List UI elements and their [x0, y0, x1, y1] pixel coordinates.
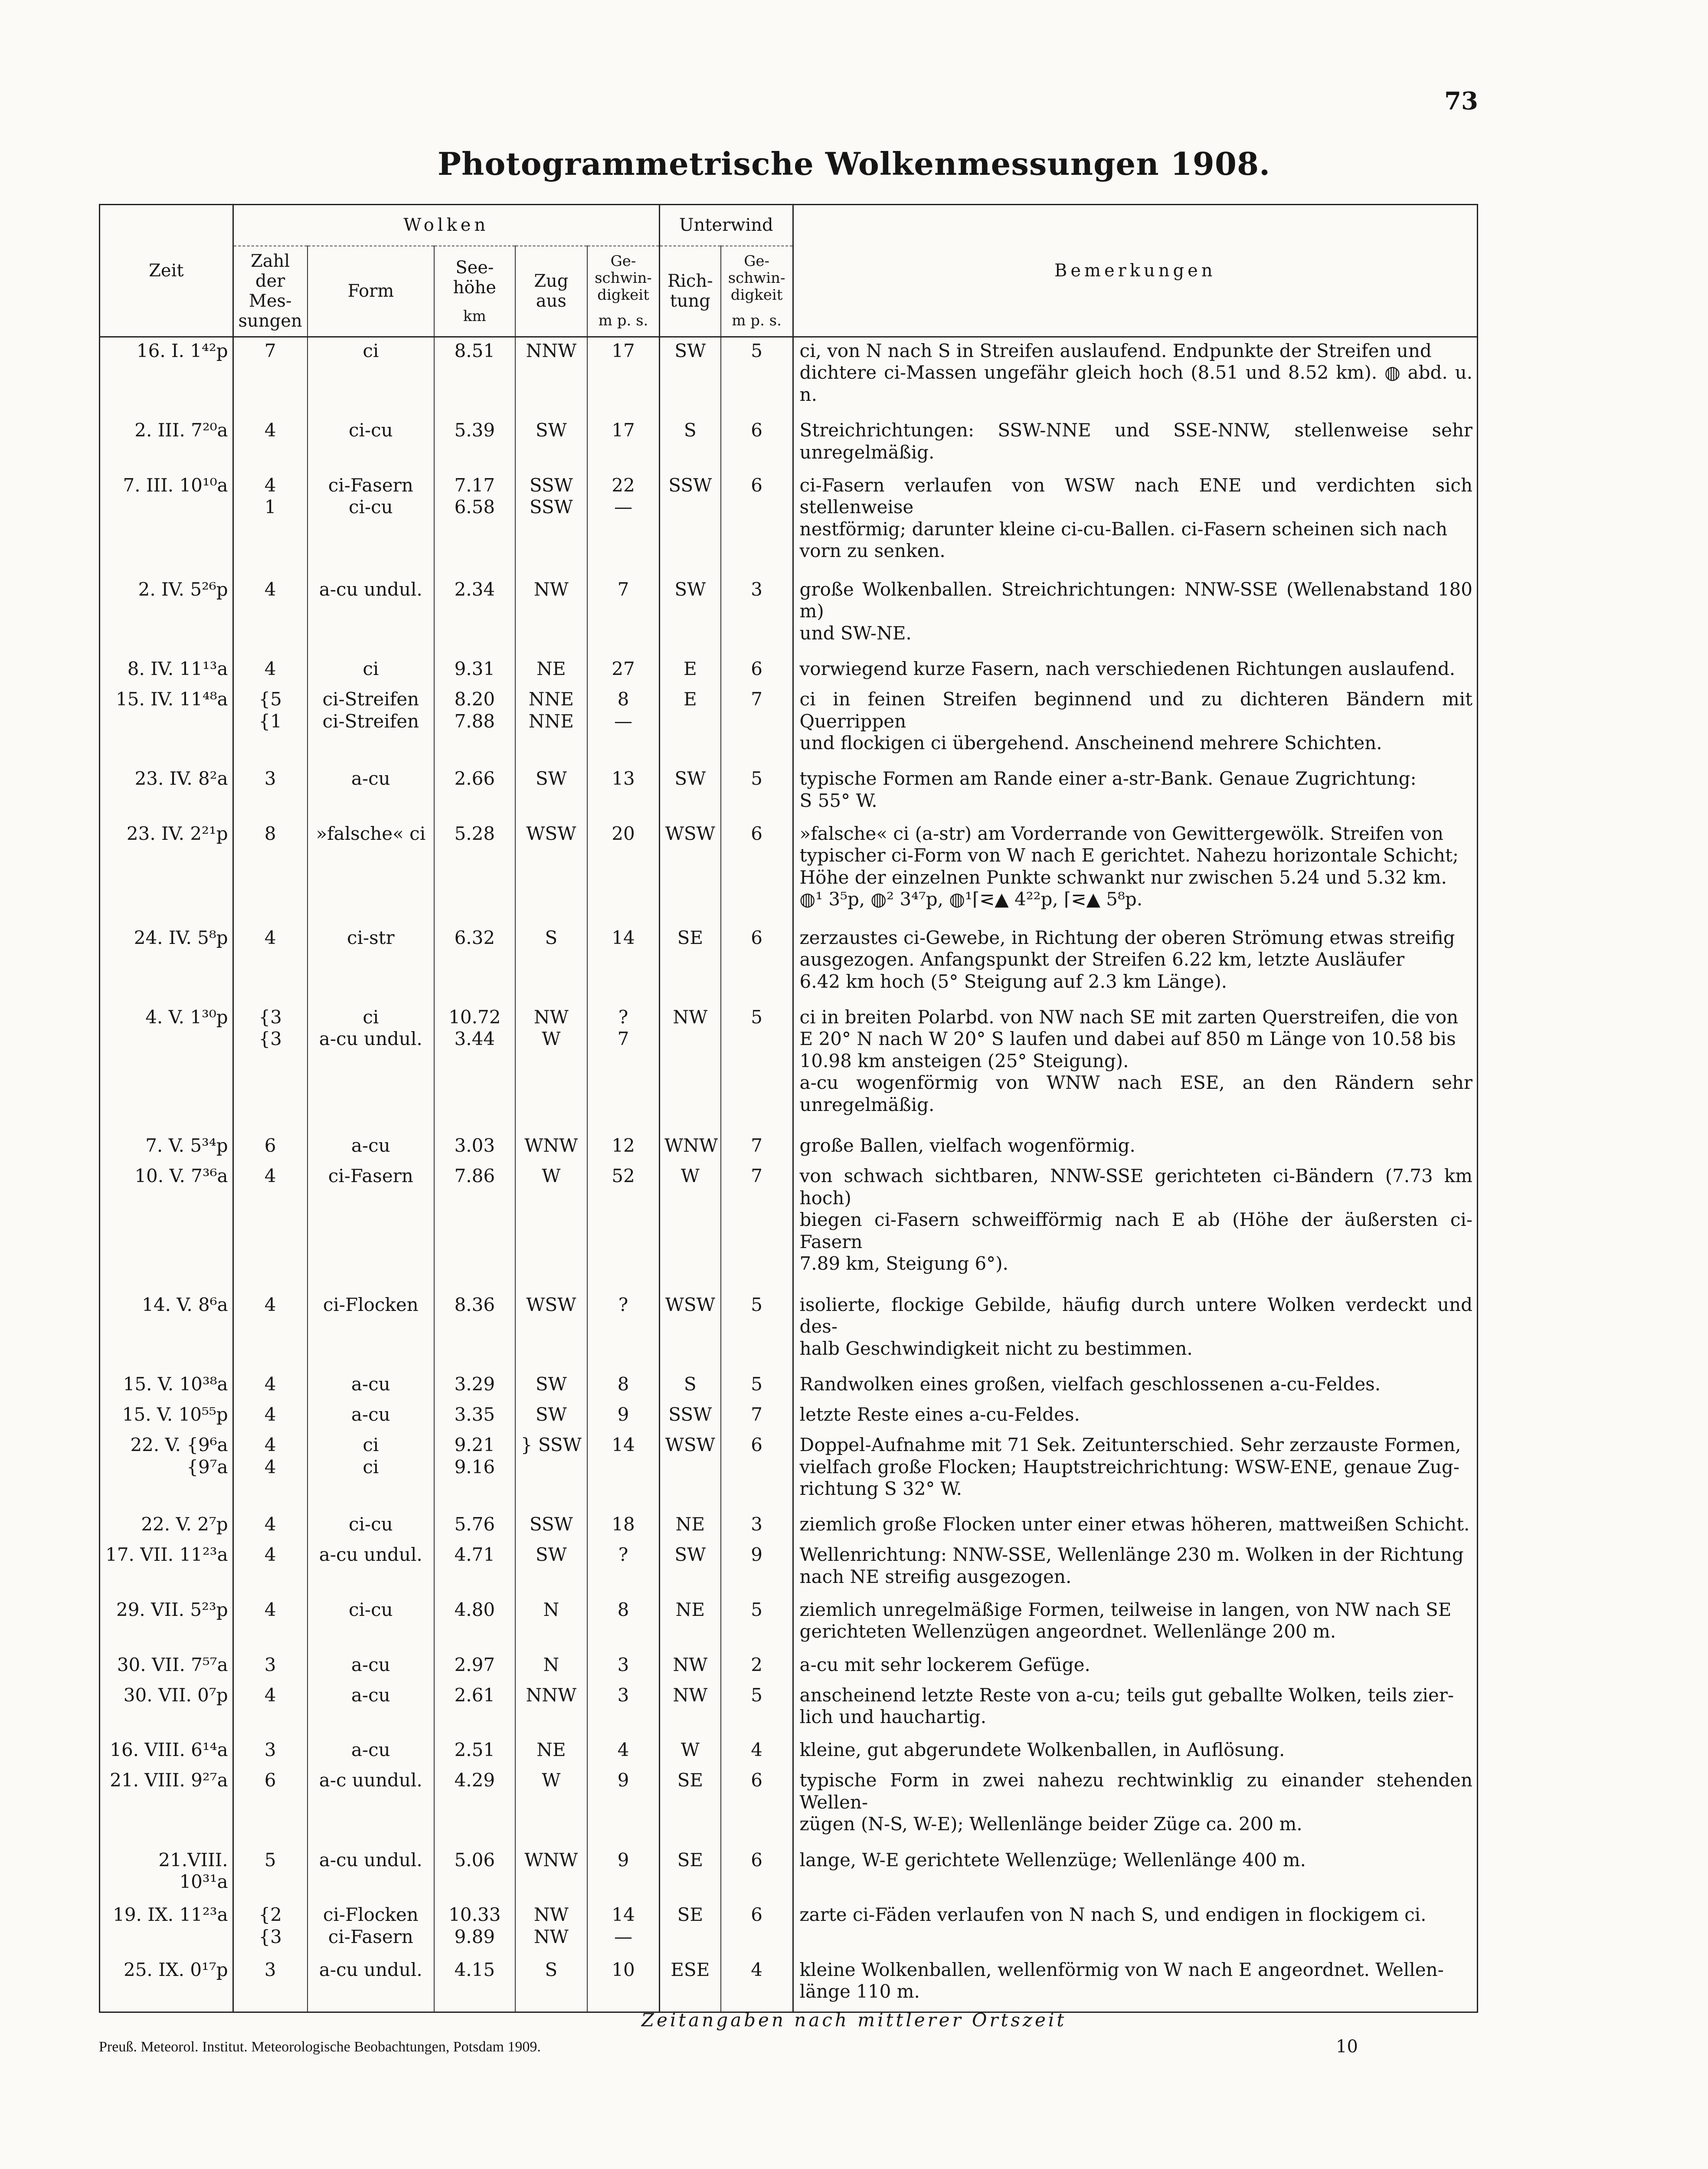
cell-geschwindigkeit-unterwind: 3 — [721, 576, 793, 655]
table-row — [100, 1371, 1478, 1401]
cell-geschwindigkeit: 27 — [587, 655, 659, 686]
cell-zeit: 21.VIII. 10³¹a — [158, 1849, 228, 1893]
cell-form: a-cu — [308, 1682, 434, 1737]
cell-richtung: NE — [659, 1511, 720, 1541]
cell-geschwindigkeit-unterwind: 4 — [721, 1956, 793, 2012]
cell-zahl: 5 — [233, 1847, 307, 1902]
cell-richtung: E — [659, 686, 720, 765]
cell-zug: NW NW — [515, 1901, 587, 1956]
cell-bemerkungen: a-cu mit sehr lockerem Gefüge. — [793, 1651, 1477, 1682]
cell-richtung: SW — [659, 1541, 720, 1596]
table-row — [100, 686, 1478, 765]
cell-bemerkungen: zerzaustes ci-Gewebe, in Richtung der oberen Strömung etwas streifig ausgezogen. Anfangspunkt der Streifen 6.22 km, letzte Ausläufer 6.42 km hoch (5° Steigung auf 2.3 km Länge). — [793, 924, 1477, 1004]
cell-bemerkungen: anscheinend letzte Reste von a-cu; teils gut geballte Wolken, teils zier- lich und hauchartig. — [793, 1682, 1477, 1737]
cell-geschwindigkeit-unterwind: 5 — [721, 1291, 793, 1371]
cell-bemerkungen: »falsche« ci (a-str) am Vorderrande von Gewittergewölk. Streifen von typischer ci-Form von W nach E gerichtet. Nahezu horizontale Schicht; Höhe der einzelnen Punkte schwankt nur zwischen 5.24 und 5.32 km. ◍¹ 3⁵p, ◍² 3⁴⁷p, ◍¹⌈⋜▲ 4²²p, ⌈⋜▲ 5⁸p. — [793, 820, 1477, 924]
cell-geschwindigkeit: 18 — [587, 1511, 659, 1541]
cell-zahl: 6 — [233, 1767, 307, 1846]
cell-hoehe: 7.17 6.58 — [434, 472, 515, 576]
cell-zahl: 4 1 — [233, 472, 307, 576]
cell-zug: SW — [515, 1541, 587, 1596]
cell-richtung: SSW — [659, 1401, 720, 1432]
cell-geschwindigkeit-unterwind: 6 — [721, 820, 793, 924]
cell-zeit: 7. V. 5³⁴p — [145, 1135, 228, 1157]
cell-geschwindigkeit: 12 — [587, 1132, 659, 1163]
cell-form: a-cu — [308, 1737, 434, 1767]
page-title: Photogrammetrische Wolkenmessungen 1908. — [437, 145, 1271, 182]
table-row — [100, 1291, 1478, 1371]
cell-geschwindigkeit: 17 — [587, 337, 659, 417]
cell-zahl: 4 — [233, 1511, 307, 1541]
cell-hoehe: 3.03 — [434, 1132, 515, 1163]
cell-form: ci-Fasern ci-cu — [308, 472, 434, 576]
cell-form: ci-cu — [308, 1596, 434, 1651]
cell-zug: WNW — [515, 1847, 587, 1902]
cell-geschwindigkeit-unterwind: 4 — [721, 1737, 793, 1767]
cell-form: a-cu undul. — [308, 1541, 434, 1596]
cell-zahl: 3 — [233, 765, 307, 820]
cell-zahl: 4 — [233, 1682, 307, 1737]
cell-geschwindigkeit: 8 — — [587, 686, 659, 765]
cell-bemerkungen: von schwach sichtbaren, NNW-SSE gerichteten ci-Bändern (7.73 km hoch) biegen ci-Fasern schweifförmig nach E ab (Höhe der äußersten ci-Fasern 7.89 km, Steigung 6°). — [793, 1163, 1477, 1291]
cell-richtung: WSW — [659, 1291, 720, 1371]
cell-richtung: W — [659, 1737, 720, 1767]
cell-hoehe: 3.29 — [434, 1371, 515, 1401]
cell-zeit: 16. VIII. 6¹⁴a — [110, 1739, 228, 1761]
cell-geschwindigkeit-unterwind: 2 — [721, 1651, 793, 1682]
cell-bemerkungen: zarte ci-Fäden verlaufen von N nach S, und endigen in flockigem ci. — [793, 1901, 1477, 1956]
cell-geschwindigkeit: ? — [587, 1541, 659, 1596]
cell-zeit: 24. IV. 5⁸p — [134, 927, 228, 948]
header-zahl: Zahl der Mes- sungen — [233, 246, 307, 337]
cell-geschwindigkeit: 3 — [587, 1651, 659, 1682]
cell-zahl: 4 — [233, 655, 307, 686]
cell-bemerkungen: ziemlich große Flocken unter einer etwas höheren, mattweißen Schicht. — [793, 1511, 1477, 1541]
cell-zug: N — [515, 1596, 587, 1651]
header-wolken: Wolken — [233, 205, 659, 246]
cell-zeit: 10. V. 7³⁶a — [134, 1165, 228, 1187]
cell-richtung: SE — [659, 1767, 720, 1846]
cell-geschwindigkeit: ? — [587, 1291, 659, 1371]
cell-bemerkungen: ci in feinen Streifen beginnend und zu dichteren Bändern mit Querrippen und flockigen ci übergehend. Anscheinend mehrere Schichten. — [793, 686, 1477, 765]
cell-geschwindigkeit: 4 — [587, 1737, 659, 1767]
cell-zeit: 2. III. 7²⁰a — [134, 419, 228, 441]
cell-zeit: 23. IV. 2²¹p — [126, 822, 228, 844]
cell-zeit: 15. V. 10⁵⁵p — [122, 1404, 228, 1425]
cell-zeit: 22. V. 2⁷p — [141, 1514, 228, 1535]
cell-geschwindigkeit-unterwind: 6 — [721, 472, 793, 576]
cell-richtung: WSW — [659, 1432, 720, 1511]
cloud-measurements-table — [99, 204, 1478, 2013]
cell-zahl: 4 — [233, 417, 307, 472]
cell-zahl: 3 — [233, 1956, 307, 2012]
table-row — [100, 1432, 1478, 1511]
table-row — [100, 337, 1478, 417]
cell-hoehe: 5.06 — [434, 1847, 515, 1902]
cell-richtung: SW — [659, 576, 720, 655]
cell-zahl: 7 — [233, 337, 307, 417]
cell-geschwindigkeit: 52 — [587, 1163, 659, 1291]
cell-bemerkungen: isolierte, flockige Gebilde, häufig durch untere Wolken verdeckt und des- halb Geschwindigkeit nicht zu bestimmen. — [793, 1291, 1477, 1371]
table-row — [100, 820, 1478, 924]
cell-richtung: ESE — [659, 1956, 720, 2012]
cell-geschwindigkeit-unterwind: 5 — [721, 1004, 793, 1132]
cell-geschwindigkeit: 9 — [587, 1767, 659, 1846]
cell-hoehe: 3.35 — [434, 1401, 515, 1432]
cell-bemerkungen: typische Formen am Rande einer a-str-Bank. Genaue Zugrichtung: S 55° W. — [793, 765, 1477, 820]
table-row — [100, 1956, 1478, 2012]
header-geschwindigkeit: Ge- schwin- digkeit m p. s. — [587, 246, 659, 337]
table-row — [100, 1901, 1478, 1956]
cell-hoehe: 5.28 — [434, 820, 515, 924]
cell-geschwindigkeit: 14 — [587, 1432, 659, 1511]
cell-zahl: 3 — [233, 1737, 307, 1767]
cell-zug: SW — [515, 1371, 587, 1401]
cell-geschwindigkeit-unterwind: 7 — [721, 1132, 793, 1163]
cell-form: ci-cu — [308, 417, 434, 472]
table-row — [100, 1541, 1478, 1596]
cell-zeit: 15. V. 10³⁸a — [123, 1373, 228, 1395]
cell-form: ci a-cu undul. — [308, 1004, 434, 1132]
cell-form: ci — [308, 337, 434, 417]
cell-geschwindigkeit-unterwind: 5 — [721, 337, 793, 417]
cell-richtung: WSW — [659, 820, 720, 924]
cell-richtung: SE — [659, 1847, 720, 1902]
cell-richtung: NW — [659, 1682, 720, 1737]
cell-geschwindigkeit-unterwind: 6 — [721, 655, 793, 686]
cell-bemerkungen: kleine, gut abgerundete Wolkenballen, in Auflösung. — [793, 1737, 1477, 1767]
table-row — [100, 765, 1478, 820]
cell-bemerkungen: lange, W-E gerichtete Wellenzüge; Wellenlänge 400 m. — [793, 1847, 1477, 1902]
table-row — [100, 1511, 1478, 1541]
cell-geschwindigkeit: 22 — — [587, 472, 659, 576]
cell-bemerkungen: letzte Reste eines a-cu-Feldes. — [793, 1401, 1477, 1432]
cell-hoehe: 10.33 9.89 — [434, 1901, 515, 1956]
cell-geschwindigkeit: 8 — [587, 1596, 659, 1651]
cell-zeit: 21. VIII. 9²⁷a — [110, 1769, 228, 1791]
cell-geschwindigkeit-unterwind: 7 — [721, 1401, 793, 1432]
cell-hoehe: 4.29 — [434, 1767, 515, 1846]
table-row — [100, 1163, 1478, 1291]
cell-bemerkungen: große Wolkenballen. Streichrichtungen: NNW-SSE (Wellenabstand 180 m) und SW-NE. — [793, 576, 1477, 655]
cell-form: a-cu — [308, 1401, 434, 1432]
header-unterwind: Unterwind — [659, 205, 793, 246]
header-zeit: Zeit — [100, 205, 233, 337]
cell-geschwindigkeit: 10 — [587, 1956, 659, 2012]
cell-zug: S — [515, 924, 587, 1004]
table-row — [100, 1004, 1478, 1132]
cell-form: ci ci — [308, 1432, 434, 1511]
cell-zug: SSW SSW — [515, 472, 587, 576]
table-row — [100, 1651, 1478, 1682]
cell-richtung: SE — [659, 1901, 720, 1956]
cell-zug: NNE NNE — [515, 686, 587, 765]
table-body — [100, 337, 1478, 2012]
cell-zug: SSW — [515, 1511, 587, 1541]
cell-bemerkungen: Randwolken eines großen, vielfach geschlossenen a-cu-Feldes. — [793, 1371, 1477, 1401]
cell-form: a-cu — [308, 1371, 434, 1401]
cell-richtung: E — [659, 655, 720, 686]
publisher-footer: Preuß. Meteorol. Institut. Meteorologische Beobachtungen, Potsdam 1909. — [99, 2039, 541, 2055]
cell-geschwindigkeit-unterwind: 6 — [721, 1432, 793, 1511]
cell-zahl: 4 — [233, 924, 307, 1004]
cell-zeit: 25. IX. 0¹⁷p — [123, 1959, 228, 1980]
cell-zeit: 30. VII. 7⁵⁷a — [117, 1654, 228, 1675]
cell-zeit: 17. VII. 11²³a — [105, 1544, 228, 1566]
cell-zeit: 22. V. {9⁶a {9⁷a — [130, 1434, 228, 1478]
cell-zeit: 23. IV. 8²a — [134, 768, 228, 790]
cell-geschwindigkeit: 14 — — [587, 1901, 659, 1956]
cell-richtung: SW — [659, 765, 720, 820]
cell-geschwindigkeit-unterwind: 6 — [721, 417, 793, 472]
cell-form: a-cu undul. — [308, 1847, 434, 1902]
cell-form: ci-cu — [308, 1511, 434, 1541]
cell-zug: } SSW — [515, 1432, 587, 1511]
cell-richtung: NE — [659, 1596, 720, 1651]
cell-form: a-cu undul. — [308, 1956, 434, 2012]
cell-richtung: NW — [659, 1004, 720, 1132]
cell-zahl: 4 — [233, 1401, 307, 1432]
cell-zeit: 2. IV. 5²⁶p — [138, 578, 228, 600]
cell-bemerkungen: große Ballen, vielfach wogenförmig. — [793, 1132, 1477, 1163]
cell-zeit: 7. III. 10¹⁰a — [123, 475, 228, 496]
table-row — [100, 1682, 1478, 1737]
cell-geschwindigkeit: 9 — [587, 1401, 659, 1432]
cell-zug: W — [515, 1767, 587, 1846]
cell-richtung: NW — [659, 1651, 720, 1682]
cell-geschwindigkeit: 3 — [587, 1682, 659, 1737]
cell-bemerkungen: typische Form in zwei nahezu rechtwinklig zu einander stehenden Wellen- zügen (N-S, W-E); Wellenlänge beider Züge ca. 200 m. — [793, 1767, 1477, 1846]
cell-zug: NNW — [515, 337, 587, 417]
cell-zug: NW — [515, 576, 587, 655]
table-row — [100, 655, 1478, 686]
cell-bemerkungen: Streichrichtungen: SSW-NNE und SSE-NNW, stellenweise sehr unregelmäßig. — [793, 417, 1477, 472]
cell-zahl: 4 — [233, 1163, 307, 1291]
cell-zeit: 16. I. 1⁴²p — [136, 340, 228, 361]
cell-zahl: {2 {3 — [233, 1901, 307, 1956]
cell-bemerkungen: ziemlich unregelmäßige Formen, teilweise in langen, von NW nach SE gerichteten Wellenzügen angeordnet. Wellenlänge 200 m. — [793, 1596, 1477, 1651]
cell-bemerkungen: vorwiegend kurze Fasern, nach verschiedenen Richtungen auslaufend. — [793, 655, 1477, 686]
cell-zeit: 29. VII. 5²³p — [116, 1599, 228, 1621]
cell-form: ci-Flocken — [308, 1291, 434, 1371]
sheet-number: 10 — [1336, 2037, 1358, 2057]
cell-hoehe: 2.34 — [434, 576, 515, 655]
footnote: Zeitangaben nach mittlerer Ortszeit — [641, 2009, 1067, 2031]
table-row — [100, 924, 1478, 1004]
cell-richtung: W — [659, 1163, 720, 1291]
cell-hoehe: 2.51 — [434, 1737, 515, 1767]
cell-form: a-c uundul. — [308, 1767, 434, 1846]
table-row — [100, 472, 1478, 576]
cell-geschwindigkeit: 9 — [587, 1847, 659, 1902]
cell-richtung: SSW — [659, 472, 720, 576]
cell-zahl: 4 — [233, 1291, 307, 1371]
page-number: 73 — [1444, 87, 1478, 115]
cell-geschwindigkeit-unterwind: 5 — [721, 1596, 793, 1651]
cell-hoehe: 4.80 — [434, 1596, 515, 1651]
header-bemerkungen: Bemerkungen — [793, 205, 1477, 337]
header-geschwindigkeit-unterwind: Ge- schwin- digkeit m p. s. — [721, 246, 793, 337]
cell-zahl: 4 — [233, 576, 307, 655]
cell-hoehe: 2.97 — [434, 1651, 515, 1682]
cell-geschwindigkeit-unterwind: 6 — [721, 1901, 793, 1956]
cell-richtung: WNW — [659, 1132, 720, 1163]
cell-hoehe: 4.15 — [434, 1956, 515, 2012]
cell-bemerkungen: Wellenrichtung: NNW-SSE, Wellenlänge 230 m. Wolken in der Richtung nach NE streifig ausgezogen. — [793, 1541, 1477, 1596]
cell-hoehe: 6.32 — [434, 924, 515, 1004]
cell-zahl: {3 {3 — [233, 1004, 307, 1132]
table-row — [100, 417, 1478, 472]
cell-zahl: 3 — [233, 1651, 307, 1682]
cell-hoehe: 2.61 — [434, 1682, 515, 1737]
cell-zeit: 19. IX. 11²³a — [113, 1904, 228, 1926]
cell-hoehe: 8.36 — [434, 1291, 515, 1371]
cell-form: ci-Fasern — [308, 1163, 434, 1291]
cell-zahl: 4 4 — [233, 1432, 307, 1511]
cell-zug: S — [515, 1956, 587, 2012]
cell-form: ci-str — [308, 924, 434, 1004]
cell-zug: N — [515, 1651, 587, 1682]
header-zug: Zug aus — [515, 246, 587, 337]
cell-form: ci-Flocken ci-Fasern — [308, 1901, 434, 1956]
cell-richtung: S — [659, 1371, 720, 1401]
cell-richtung: SE — [659, 924, 720, 1004]
cell-geschwindigkeit: ? 7 — [587, 1004, 659, 1132]
cell-geschwindigkeit-unterwind: 7 — [721, 686, 793, 765]
cell-zahl: 6 — [233, 1132, 307, 1163]
cell-zahl: 8 — [233, 820, 307, 924]
cell-zahl: 4 — [233, 1596, 307, 1651]
cell-hoehe: 7.86 — [434, 1163, 515, 1291]
cell-form: ci — [308, 655, 434, 686]
cell-zug: WSW — [515, 820, 587, 924]
cell-hoehe: 4.71 — [434, 1541, 515, 1596]
table-row — [100, 576, 1478, 655]
cell-bemerkungen: Doppel-Aufnahme mit 71 Sek. Zeitunterschied. Sehr zerzauste Formen, vielfach große Flocken; Hauptstreichrichtung: WSW-ENE, genaue Zug- richtung S 32° W. — [793, 1432, 1477, 1511]
cell-geschwindigkeit-unterwind: 5 — [721, 1371, 793, 1401]
cell-hoehe: 9.21 9.16 — [434, 1432, 515, 1511]
cell-zeit: 14. V. 8⁶a — [142, 1294, 228, 1315]
table-row — [100, 1767, 1478, 1846]
cell-zug: WSW — [515, 1291, 587, 1371]
cell-geschwindigkeit: 14 — [587, 924, 659, 1004]
cell-hoehe: 5.39 — [434, 417, 515, 472]
table-header — [100, 205, 1478, 337]
cell-zug: NNW — [515, 1682, 587, 1737]
table-row — [100, 1596, 1478, 1651]
cell-geschwindigkeit: 7 — [587, 576, 659, 655]
cell-zug: SW — [515, 417, 587, 472]
cell-zahl: {5 {1 — [233, 686, 307, 765]
cell-form: a-cu — [308, 765, 434, 820]
cell-form: »falsche« ci — [308, 820, 434, 924]
table-row — [100, 1401, 1478, 1432]
cell-zeit: 4. V. 1³⁰p — [145, 1006, 228, 1028]
cell-geschwindigkeit-unterwind: 9 — [721, 1541, 793, 1596]
cell-geschwindigkeit-unterwind: 6 — [721, 1767, 793, 1846]
cell-form: a-cu — [308, 1132, 434, 1163]
header-seehoehe: See- höhe km — [434, 246, 515, 337]
cell-zeit: 8. IV. 11¹³a — [127, 658, 228, 680]
cell-hoehe: 2.66 — [434, 765, 515, 820]
cell-zug: NE — [515, 1737, 587, 1767]
header-richtung: Rich- tung — [659, 246, 720, 337]
cell-geschwindigkeit-unterwind: 7 — [721, 1163, 793, 1291]
cell-zahl: 4 — [233, 1541, 307, 1596]
cell-zug: SW — [515, 765, 587, 820]
cell-hoehe: 5.76 — [434, 1511, 515, 1541]
cell-bemerkungen: ci in breiten Polarbd. von NW nach SE mit zarten Querstreifen, die von E 20° N nach W 20° S laufen und dabei auf 850 m Länge von 10.58 bis 10.98 km ansteigen (25° Steigung). a-cu wogenförmig von WNW nach ESE, an den Rändern sehr unregelmäßig. — [793, 1004, 1477, 1132]
table-row — [100, 1737, 1478, 1767]
cell-geschwindigkeit: 13 — [587, 765, 659, 820]
cell-zeit: 30. VII. 0⁷p — [123, 1684, 228, 1706]
cell-hoehe: 8.20 7.88 — [434, 686, 515, 765]
cell-geschwindigkeit-unterwind: 6 — [721, 924, 793, 1004]
cell-geschwindigkeit-unterwind: 3 — [721, 1511, 793, 1541]
cell-hoehe: 10.72 3.44 — [434, 1004, 515, 1132]
cell-form: a-cu undul. — [308, 576, 434, 655]
cell-geschwindigkeit-unterwind: 5 — [721, 1682, 793, 1737]
cell-geschwindigkeit-unterwind: 5 — [721, 765, 793, 820]
cell-hoehe: 9.31 — [434, 655, 515, 686]
cell-form: a-cu — [308, 1651, 434, 1682]
cell-zug: NE — [515, 655, 587, 686]
cell-hoehe: 8.51 — [434, 337, 515, 417]
cell-zeit: 15. IV. 11⁴⁸a — [116, 688, 228, 710]
cell-geschwindigkeit-unterwind: 6 — [721, 1847, 793, 1902]
table-row — [100, 1132, 1478, 1163]
cell-form: ci-Streifen ci-Streifen — [308, 686, 434, 765]
cell-zug: WNW — [515, 1132, 587, 1163]
cell-bemerkungen: kleine Wolkenballen, wellenförmig von W nach E angeordnet. Wellen- länge 110 m. — [793, 1956, 1477, 2012]
cell-zug: NW W — [515, 1004, 587, 1132]
cell-richtung: SW — [659, 337, 720, 417]
cell-zug: W — [515, 1163, 587, 1291]
header-form: Form — [308, 246, 434, 337]
cell-bemerkungen: ci, von N nach S in Streifen auslaufend. Endpunkte der Streifen und dichtere ci-Massen ungefähr gleich hoch (8.51 und 8.52 km). ◍ abd. u. n. — [793, 337, 1477, 417]
cell-geschwindigkeit: 20 — [587, 820, 659, 924]
cell-zahl: 4 — [233, 1371, 307, 1401]
cell-richtung: S — [659, 417, 720, 472]
cell-geschwindigkeit: 17 — [587, 417, 659, 472]
cell-geschwindigkeit: 8 — [587, 1371, 659, 1401]
cell-zug: SW — [515, 1401, 587, 1432]
table-row — [100, 1847, 1478, 1902]
cell-bemerkungen: ci-Fasern verlaufen von WSW nach ENE und verdichten sich stellenweise nestförmig; darunter kleine ci-cu-Ballen. ci-Fasern scheinen sich nach vorn zu senken. — [793, 472, 1477, 576]
